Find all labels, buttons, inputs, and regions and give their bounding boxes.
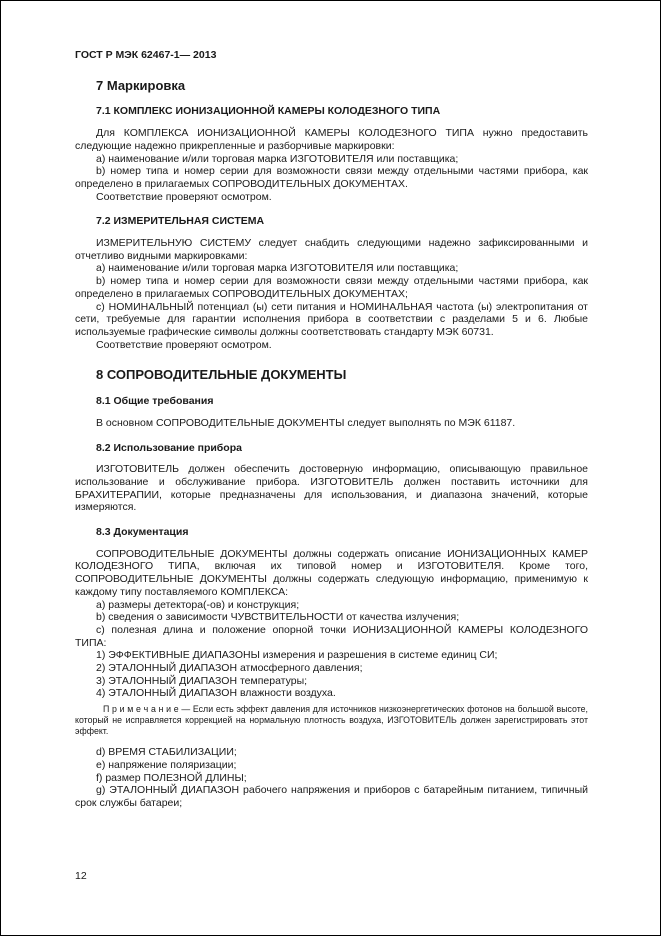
paragraph: a) размеры детектора(-ов) и конструкция; (96, 598, 300, 611)
subsection-heading: 8.1 Общие требования (96, 395, 214, 408)
paragraph: b) сведения о зависимости ЧУВСТВИТЕЛЬНОСТИ от качества излучения; (96, 611, 460, 624)
page-number: 12 (75, 870, 87, 883)
paragraph: СОПРОВОДИТЕЛЬНЫЕ ДОКУМЕНТЫ должны содержать описание ИОНИЗАЦИОННЫХ КАМЕР КОЛОДЕЗНОГО ТИПА, включая их типовой номер и ИЗГОТОВИТЕЛЯ. Кроме того, СОПРОВОДИТЕЛЬНЫЕ ДОКУМЕНТЫ должны содержать следующую информацию, применимую к каждому типу поставляемого КОМПЛЕКСА: (75, 547, 588, 598)
paragraph: Соответствие проверяют осмотром. (96, 338, 272, 351)
paragraph: 2) ЭТАЛОННЫЙ ДИАПАЗОН атмосферного давления; (96, 662, 363, 675)
subsection-heading: 7.1 КОМПЛЕКС ИОНИЗАЦИОННОЙ КАМЕРЫ КОЛОДЕЗНОГО ТИПА (96, 105, 441, 118)
subsection-heading: 8.2 Использование прибора (96, 441, 242, 454)
document-body (75, 78, 588, 810)
subsection-heading: 7.2 ИЗМЕРИТЕЛЬНАЯ СИСТЕМА (96, 215, 265, 228)
section-heading: 7 Маркировка (96, 77, 186, 93)
paragraph: b) номер типа и номер серии для возможности связи между отдельными частями прибора, как определено в прилагаемых СОПРОВОДИТЕЛЬНЫХ ДОКУМЕНТАХ. (75, 165, 588, 190)
paragraph: c) НОМИНАЛЬНЫЙ потенциал (ы) сети питания и НОМИНАЛЬНАЯ частота (ы) электропитания от сети, требуемые для гарантии исполнения прибора в соответствии с разделами 5 и 6. Любые используемые графические символы должны соответствовать стандарту МЭК 60731. (75, 300, 588, 338)
paragraph: Для КОМПЛЕКСА ИОНИЗАЦИОННОЙ КАМЕРЫ КОЛОДЕЗНОГО ТИПА нужно предоставить следующие надежно прикрепленные и разборчивые маркировки: (75, 127, 588, 152)
document-standard-number: ГОСТ Р МЭК 62467-1— 2013 (75, 49, 217, 61)
section-heading: 8 СОПРОВОДИТЕЛЬНЫЕ ДОКУМЕНТЫ (96, 367, 347, 383)
subsection-heading: 8.3 Документация (96, 526, 189, 539)
paragraph: Соответствие проверяют осмотром. (96, 190, 272, 203)
paragraph: c) полезная длина и положение опорной точки ИОНИЗАЦИОННОЙ КАМЕРЫ КОЛОДЕЗНОГО ТИПА: (75, 623, 588, 649)
paragraph: f) размер ПОЛЕЗНОЙ ДЛИНЫ; (96, 771, 247, 784)
paragraph: b) номер типа и номер серии для возможности связи между отдельными частями прибора, как определено в прилагаемых СОПРОВОДИТЕЛЬНЫХ ДОКУМЕНТАХ; (75, 275, 588, 300)
paragraph: 3) ЭТАЛОННЫЙ ДИАПАЗОН температуры; (96, 674, 308, 687)
paragraph: 1) ЭФФЕКТИВНЫЕ ДИАПАЗОНЫ измерения и разрешения в системе единиц СИ; (96, 649, 498, 662)
paragraph: 4) ЭТАЛОННЫЙ ДИАПАЗОН влажности воздуха. (96, 687, 336, 700)
paragraph: a) наименование и/или торговая марка ИЗГОТОВИТЕЛЯ или поставщика; (96, 262, 459, 275)
paragraph: e) напряжение поляризации; (96, 758, 237, 771)
paragraph: d) ВРЕМЯ СТАБИЛИЗАЦИИ; (96, 746, 237, 759)
paragraph: a) наименование и/или торговая марка ИЗГОТОВИТЕЛЯ или поставщика; (96, 152, 459, 165)
paragraph: ИЗМЕРИТЕЛЬНУЮ СИСТЕМУ следует снабдить следующими надежно зафиксированными и отчетливо видными маркировками: (75, 237, 588, 262)
paragraph: В основном СОПРОВОДИТЕЛЬНЫЕ ДОКУМЕНТЫ следует выполнять по МЭК 61187. (96, 416, 516, 429)
paragraph: ИЗГОТОВИТЕЛЬ должен обеспечить достоверную информацию, описывающую правильное использование и обслуживание прибора. ИЗГОТОВИТЕЛЬ должен поставить источники для БРАХИТЕРАПИИ, которые предназначены для использования, и диапазона значений, которые измеряются. (75, 463, 588, 514)
note-paragraph: П р и м е ч а н и е — Если есть эффект давления для источников низкоэнергетических фотонов на большой высоте, который не исправляется коррекцией на нормальную плотность воздуха, ИЗГОТОВИТЕЛЬ должен зарегистрировать этот эффект. (75, 704, 588, 737)
paragraph: g) ЭТАЛОННЫЙ ДИАПАЗОН рабочего напряжения и приборов с батарейным питанием, типичный срок службы батареи; (75, 784, 588, 809)
